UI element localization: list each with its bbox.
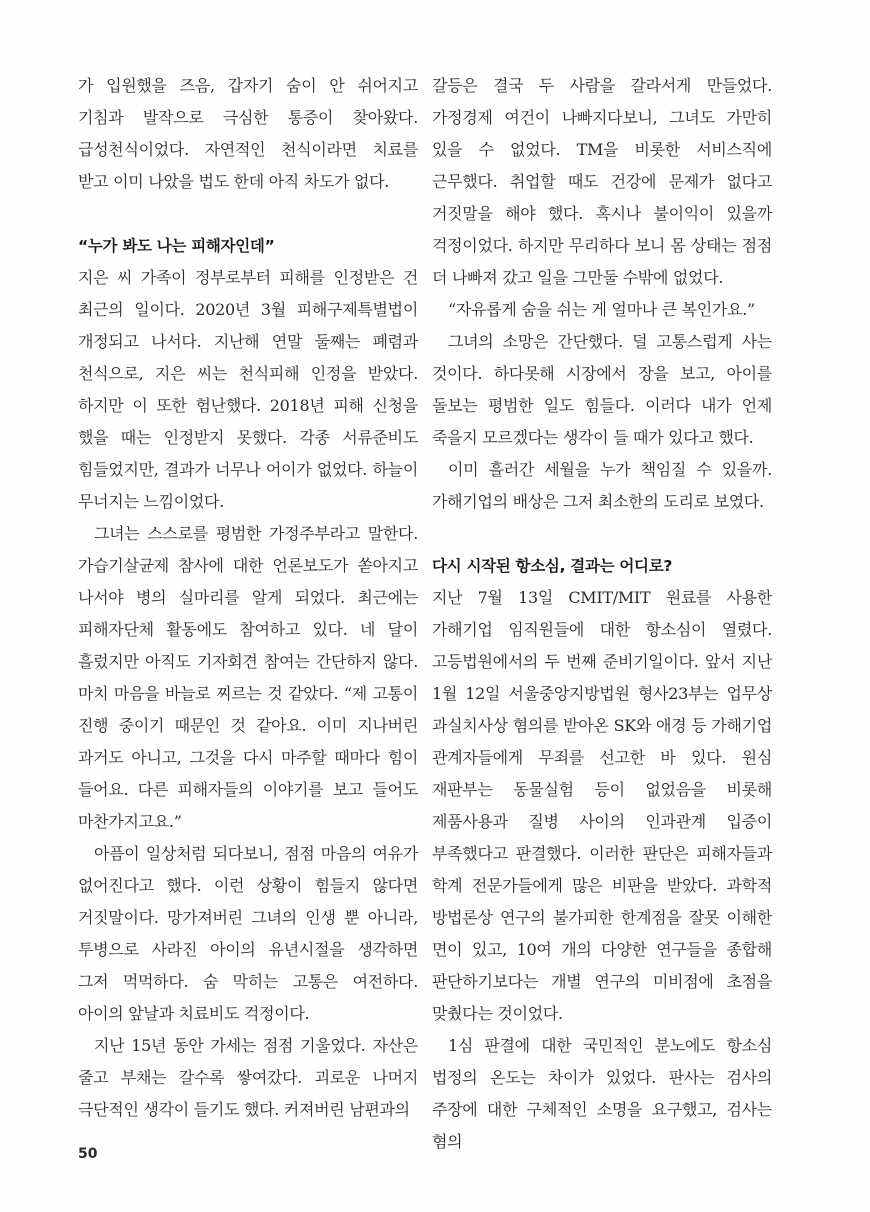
left-paragraph-4: 아픔이 일상처럼 되다보니, 점점 마음의 여유가 없어진다고 했다. 이런 상황이 힘들지 않다면 거짓말이다. 망가져버린 그녀의 인생 뿐 아니라, 투병으로 사라진 아이의 유년시절을 생각하면 그저 먹먹하다. 숨 막히는 고통은 여전하다. 아이의 앞날과 치료비도 걱정이다. xyxy=(78,844,418,1023)
left-paragraph-3: 그녀는 스스로를 평범한 가정주부라고 말한다. 가습기살균제 참사에 대한 언론보도가 쏟아지고 나서야 병의 실마리를 알게 되었다. 최근에는 피해자단체 활동에도 참여하고 있다. 네 달이 흘렀지만 아직도 기자회견 참여는 간단하지 않다. 마치 마음을 바늘로 찌르는 것 같았다. “제 고통이 진행 중이기 때문인 것 같아요. 이미 지나버린 과거도 아니고, 그것을 다시 마주할 때마다 힘이 들어요. 다른 피해자들의 이야기를 보고 들어도 마찬가지고요.” xyxy=(78,524,418,831)
right-paragraph-3: 그녀의 소망은 간단했다. 덜 고통스럽게 사는 것이다. 하다못해 시장에서 장을 보고, 아이를 돌보는 평범한 일도 힘들다. 이러다 내가 언제 죽을지 모르겠다는 생각이 들 때가 있다고 했다. xyxy=(432,332,772,447)
left-paragraph-5: 지난 15년 동안 가세는 점점 기울었다. 자산은 줄고 부채는 갈수록 쌓여갔다. 괴로운 나머지 극단적인 생각이 들기도 했다. 커져버린 남편과의 xyxy=(78,1036,418,1119)
right-column xyxy=(432,70,772,1158)
page-number: 50 xyxy=(78,1146,98,1162)
section-heading-victim: “누가 봐도 나는 피해자인데” xyxy=(78,237,275,255)
right-paragraph-1: 갈등은 결국 두 사람을 갈라서게 만들었다. 가정경제 여건이 나빠지다보니, 그녀도 가만히 있을 수 없었다. TM을 비롯한 서비스직에 근무했다. 취업할 때도 건강에 문제가 없다고 거짓말을 해야 했다. 혹시나 불이익이 있을까 걱정이었다. 하지만 무리하다 보니 몸 상태는 점점 더 나빠져 갔고 일을 그만둘 수밖에 없었다. xyxy=(432,76,772,287)
right-paragraph-5: 지난 7월 13일 CMIT/MIT 원료를 사용한 가해기업 임직원들에 대한 항소심이 열렸다. 고등법원에서의 두 번째 준비기일이다. 앞서 지난 1월 12일 서울중앙지방법원 형사23부는 업무상 과실치사상 혐의를 받아온 SK와 애경 등 가해기업 관계자들에게 무죄를 선고한 바 있다. 원심 재판부는 동물실험 등이 없었음을 비롯해 제품사용과 질병 사이의 인과관계 입증이 부족했다고 판결했다. 이러한 판단은 피해자들과 학계 전문가들에게 많은 비판을 받았다. 과학적 방법론상 연구의 불가피한 한계점을 잘못 이해한 면이 있고, 10여 개의 다양한 연구들을 종합해 판단하기보다는 개별 연구의 미비점에 초점을 맞췄다는 것이었다. xyxy=(432,588,772,1023)
right-paragraph-4: 이미 흘러간 세월을 누가 책임질 수 있을까. 가해기업의 배상은 그저 최소한의 도리로 보였다. xyxy=(432,460,772,511)
right-quote: “자유롭게 숨을 쉬는 게 얼마나 큰 복인가요.” xyxy=(448,300,755,319)
left-column xyxy=(78,70,418,1126)
left-paragraph-2: 지은 씨 가족이 정부로부터 피해를 인정받은 건 최근의 일이다. 2020년 3월 피해구제특별법이 개정되고 나서다. 지난해 연말 둘째는 폐렴과 천식으로, 지은 씨는 천식피해 인정을 받았다. 하지만 이 또한 험난했다. 2018년 피해 신청을 했을 때는 인정받지 못했다. 각종 서류준비도 힘들었지만, 결과가 너무나 어이가 없었다. 하늘이 무너지는 느낌이었다. xyxy=(78,268,418,511)
right-paragraph-6: 1심 판결에 대한 국민적인 분노에도 항소심 법정의 온도는 차이가 있었다. 판사는 검사의 주장에 대한 구체적인 소명을 요구했고, 검사는 혐의 xyxy=(432,1036,772,1151)
left-paragraph-1: 가 입원했을 즈음, 갑자기 숨이 안 쉬어지고 기침과 발작으로 극심한 통증이 찾아왔다. 급성천식이었다. 자연적인 천식이라면 치료를 받고 이미 나았을 법도 한데 아직 차도가 없다. xyxy=(78,76,418,191)
section-heading-appeal: 다시 시작된 항소심, 결과는 어디로? xyxy=(432,557,673,575)
